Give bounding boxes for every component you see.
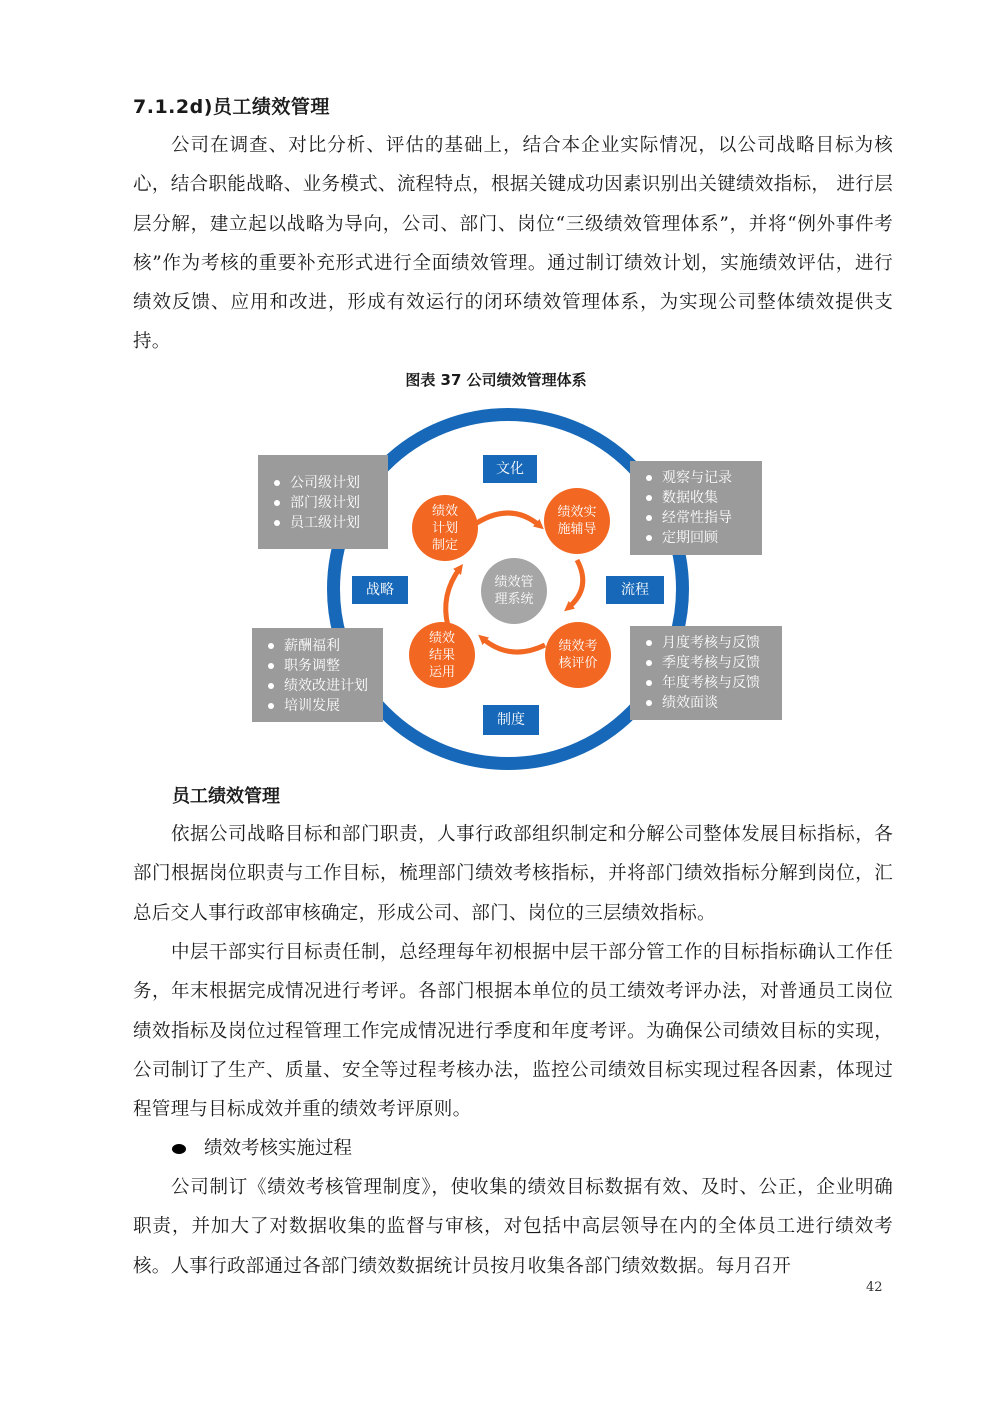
box-item: 绩效面谈 — [662, 693, 776, 713]
intro-paragraph: 公司在调查、对比分析、评估的基础上，结合本企业实际情况，以公司战略目标为核心，结合职能战略、业务模式、流程特点，根据关键成功因素识别出关键绩效指标， 进行层层分解，建立起以战略为导向，公司、部门、岗位“三级绩效管理体系”，并将“例外事件考核”作为考核的重要补充形式进行全面绩效管理。通过制订绩效计划，实施绩效评估，进行绩效反馈、应用和改进，形成有效运行的闭环绩效管理体系，为实现公司整体绩效提供支持。 — [133, 135, 893, 353]
box-item: 观察与记录 — [662, 468, 756, 488]
paragraph-4: 公司制订《绩效考核管理制度》，使收集的绩效目标数据有效、及时、公正，企业明确职责，并加大了对数据收集的监督与审核，对包括中高层领导在内的全体员工进行绩效考核。人事行政部通过各部门绩效数据统计员按月收集各部门绩效数据。每月召开 — [133, 1177, 893, 1277]
stage-implement — [544, 488, 610, 554]
ring-label-bottom: 制度 — [481, 703, 541, 737]
stage-apply — [409, 622, 475, 688]
center-system — [481, 558, 547, 624]
box-item: 月度考核与反馈 — [662, 633, 776, 653]
stage-implement-label: 绩效实施辅导 — [557, 505, 597, 537]
stage-plan — [412, 495, 478, 561]
stage-plan-label: 绩效计划制定 — [431, 503, 458, 553]
bullet-heading-line — [172, 1134, 352, 1160]
stage-evaluate — [545, 622, 611, 688]
paragraph-2: 依据公司战略目标和部门职责，人事行政部组织制定和分解公司整体发展目标指标，各部门根据岗位职责与工作目标，梳理部门绩效考核指标，并将部门绩效指标分解到岗位，汇总后交人事行政部审核确定，形成公司、部门、岗位的三层绩效指标。 — [133, 824, 893, 924]
box-item: 经常性指导 — [662, 508, 756, 528]
stage-evaluate-label: 绩效考核评价 — [558, 639, 598, 671]
arrow-icon — [568, 560, 583, 608]
box-item: 数据收集 — [662, 488, 756, 508]
bullet-heading: 绩效考核实施过程 — [204, 1138, 353, 1159]
box-item: 季度考核与反馈 — [662, 653, 776, 673]
box-item: 职务调整 — [284, 656, 377, 676]
figure-caption: 图表 37 公司绩效管理体系 — [405, 371, 587, 389]
box-item: 员工级计划 — [290, 513, 382, 533]
ring-label-top: 文化 — [481, 453, 539, 485]
box-item: 公司级计划 — [290, 473, 382, 493]
box-item: 培训发展 — [284, 696, 377, 716]
center-system-label: 绩效管理系统 — [494, 575, 534, 607]
box-item: 薪酬福利 — [284, 636, 377, 656]
page-number: 42 — [866, 1280, 883, 1295]
section-heading: 7.1.2d)员工绩效管理 — [133, 96, 330, 118]
box-item: 年度考核与反馈 — [662, 673, 776, 693]
performance-management-diagram — [250, 400, 790, 780]
box-item: 定期回顾 — [662, 528, 756, 548]
arrow-icon — [446, 568, 460, 626]
arrow-icon — [482, 638, 545, 652]
ring-label-left: 战略 — [350, 574, 410, 606]
subheading: 员工绩效管理 — [172, 786, 280, 807]
bullet-icon — [172, 1144, 186, 1154]
stage-apply-label: 绩效结果运用 — [428, 630, 455, 680]
ring-label-right: 流程 — [604, 574, 666, 606]
arrow-icon — [472, 513, 540, 526]
box-item: 绩效改进计划 — [284, 676, 377, 696]
box-item: 部门级计划 — [290, 493, 382, 513]
paragraph-3: 中层干部实行目标责任制，总经理每年初根据中层干部分管工作的目标指标确认工作任务，年末根据完成情况进行考评。各部门根据本单位的员工绩效考评办法，对普通员工岗位绩效指标及岗位过程管理工作完成情况进行季度和年度考评。为确保公司绩效目标的实现，公司制订了生产、质量、安全等过程考核办法，监控公司绩效目标实现过程各因素，体现过程管理与目标成效并重的绩效考评原则。 — [133, 942, 893, 1121]
